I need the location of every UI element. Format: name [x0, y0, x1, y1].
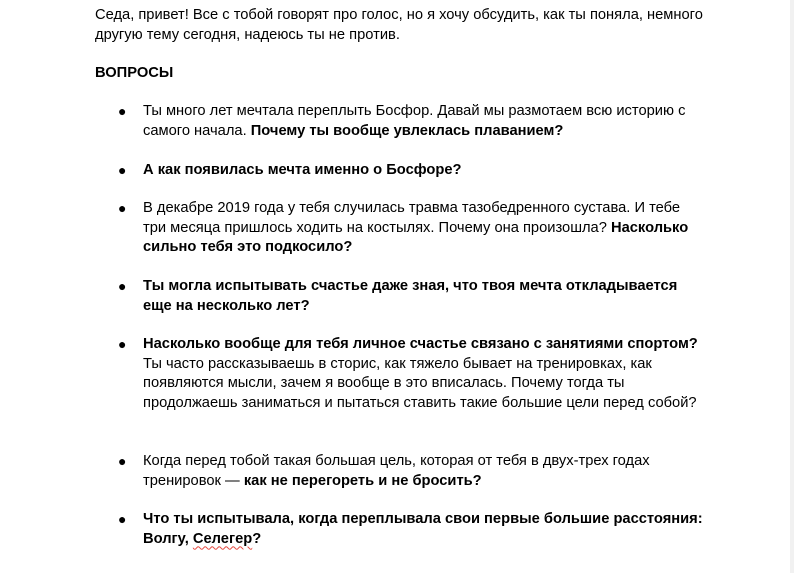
question-text	[143, 102, 703, 141]
question-bold-text: Ты могла испытывать счастье даже зная, что твоя мечта откладывается еще на несколько лет?	[143, 278, 678, 314]
bullet-icon: ●	[118, 453, 127, 469]
misspelled-word[interactable]: Селегер	[192, 530, 253, 547]
question-text	[143, 335, 703, 413]
bullet-icon: ●	[118, 200, 127, 216]
question-bold-text: как не перегореть и не бросить?	[243, 472, 482, 489]
question-text	[143, 161, 703, 181]
bullet-icon: ●	[118, 278, 127, 294]
question-plain-text: В декабре 2019 года у тебя случилась травма тазобедренного сустава. И тебе три месяца пришлось ходить на костылях. Почему она произошла?	[143, 200, 681, 236]
bullet-icon: ●	[118, 511, 127, 527]
question-text	[143, 277, 703, 316]
question-bold-text: Насколько сильно тебя это подкосило?	[143, 219, 689, 255]
question-text	[143, 510, 703, 549]
question-bold-part: ?	[252, 530, 262, 547]
question-plain-text: Когда перед тобой такая большая цель, которая от тебя в двух-трех годах тренировок —	[143, 453, 650, 489]
question-bold-text: Почему ты вообще увлеклась плаванием?	[250, 122, 564, 139]
section-heading: ВОПРОСЫ	[95, 65, 174, 81]
question-bold-part: Что ты испытывала, когда переплывала свои первые большие расстояния: Волгу,	[143, 511, 703, 547]
question-plain-text: Ты часто рассказываешь в сторис, как тяжело бывает на тренировках, как появляются мысли, зачем я вообще в это вписалась. Почему тогда ты продолжаешь заниматься и пытаться ставить такие большие цели перед собой?	[143, 355, 697, 411]
question-bold-text: А как появилась мечта именно о Босфоре?	[143, 162, 462, 178]
bullet-icon: ●	[118, 103, 127, 119]
question-plain-text: Ты много лет мечтала переплыть Босфор. Давай мы размотаем всю историю с самого начала.	[143, 103, 686, 139]
bullet-icon: ●	[118, 162, 127, 178]
question-bold-text: Насколько вообще для тебя личное счастье связано с занятиями спортом?	[143, 336, 698, 352]
question-bold-text	[143, 511, 703, 547]
question-text	[143, 199, 703, 258]
question-text	[143, 452, 703, 491]
intro-paragraph: Седа, привет! Все с тобой говорят про голос, но я хочу обсудить, как ты поняла, немного другую тему сегодня, надеюсь ты не против.	[95, 7, 703, 43]
bullet-icon: ●	[118, 336, 127, 352]
scrollbar-track[interactable]	[790, 0, 794, 573]
